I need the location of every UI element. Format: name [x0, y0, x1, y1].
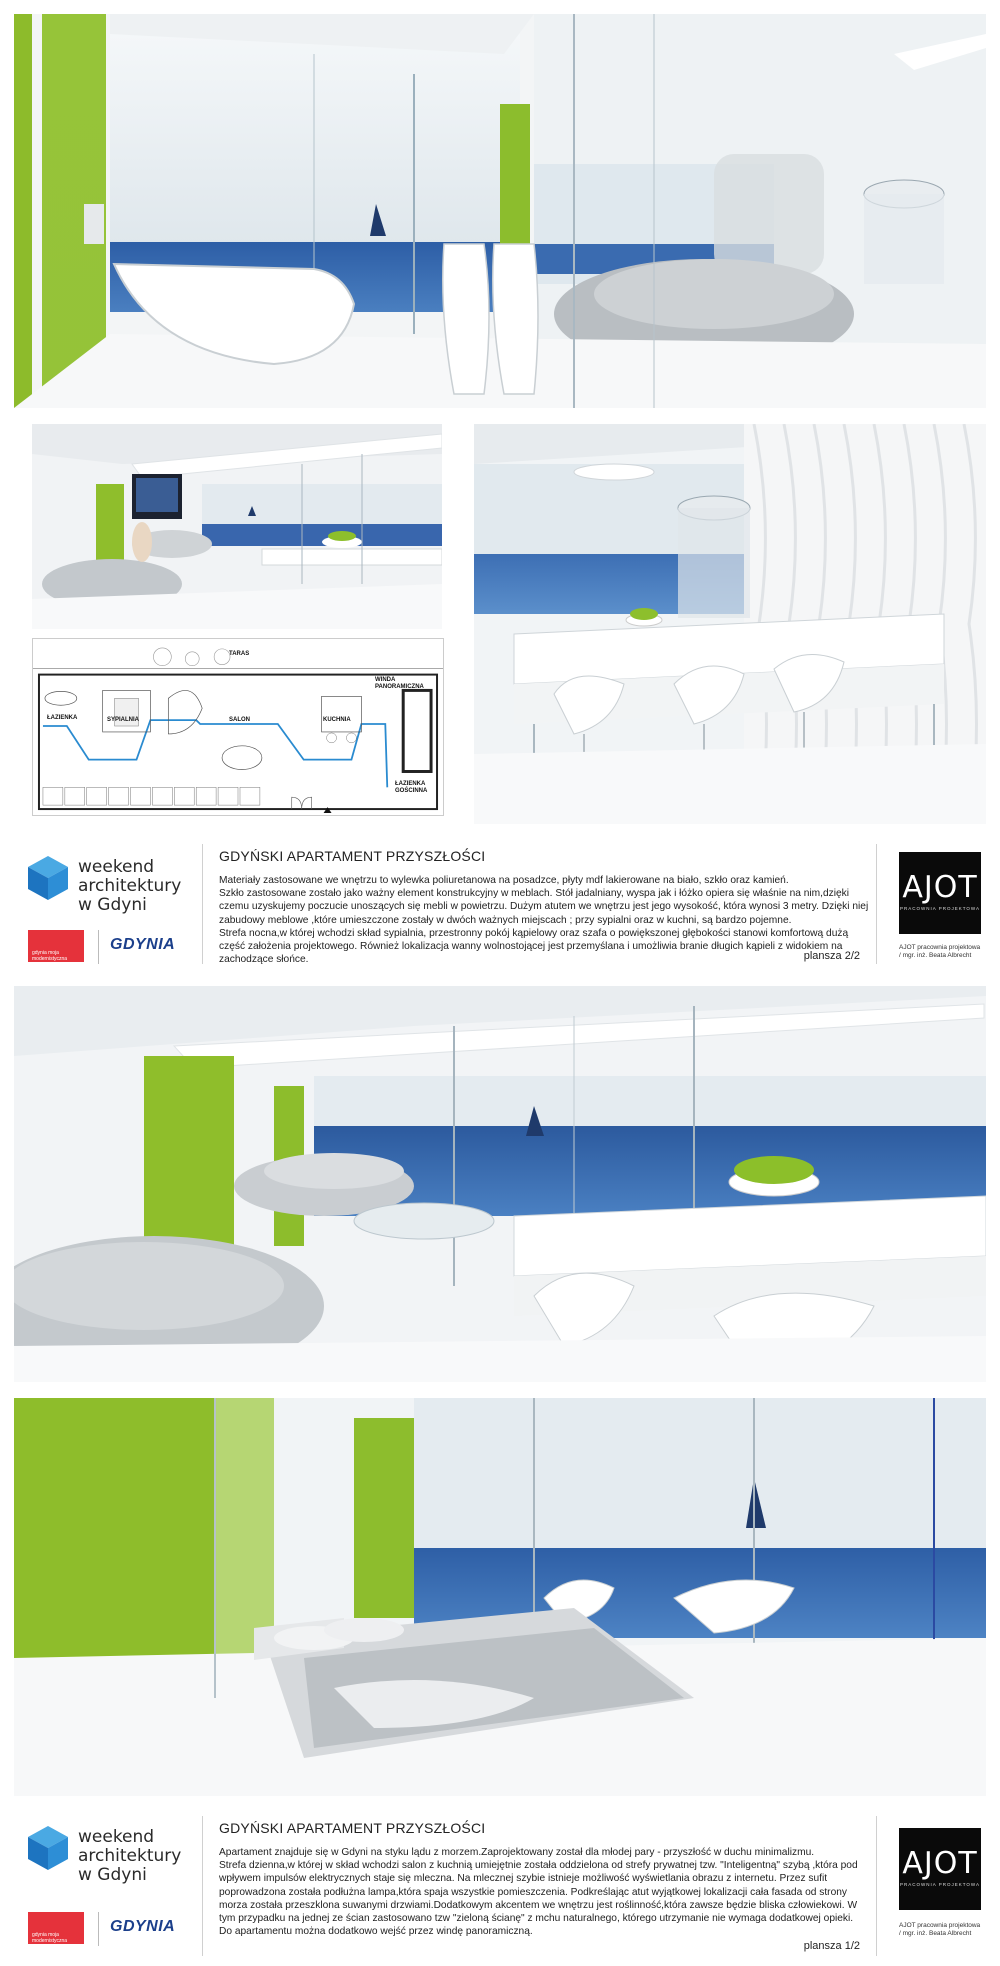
- gdynia-logo: GDYNIA: [110, 936, 176, 953]
- wa-text: [78, 858, 181, 915]
- wa-line2: architektury: [78, 876, 182, 896]
- ajot-area: [876, 844, 1000, 964]
- ajot-caption: AJOT pracownia projektowa / mgr. inż. Beata Albrecht: [899, 944, 981, 959]
- partner-logo: [28, 930, 84, 962]
- ajot-caption: AJOT pracownia projektowa / mgr. inż. Beata Albrecht: [899, 1922, 981, 1937]
- logo-area: [28, 850, 198, 970]
- ajot-sub: PRACOWNIA PROJEKTOWA: [899, 1882, 980, 1887]
- paragraph: Strefa dzienna,w której w skład wchodzi salon z kuchnią umiejętnie została oddzielona od strefy prywatnej tzw. "Inteligentną" szybą ,która pod wpływem impulsów elektrycznych staje się mleczna. Na mlecznej szybie istnieje możliwość wyświetlania obrazu z internetu. Przez sufit poprowadzona została podłużna lampa,która spaja wszystkie pomieszczenia. Podkreślając atut wyjątkowej lokalizacji cała fasada od strony morza została przeszklona suwanymi drzwiami.Dodatkowym akcentem we wnętrzu jest roślinność,która zawsze będzie bliska człowiekowi. W tym przypadku na jednej ze ścian zastosowano tzw "zieloną ścianę" z mchu naturalnego, którego utrzymanie nie wymaga dodatkowej opieki.: [219, 1860, 858, 1925]
- render-dining: [474, 424, 986, 824]
- paragraph: Do apartamentu można dodatkowo wejść przez windę panoramiczną.: [219, 1926, 533, 1938]
- render-bedroom: [14, 1398, 986, 1796]
- cube-icon: [28, 856, 68, 900]
- partner-logo-text: gdynia moja modernistyczna: [32, 950, 68, 962]
- paragraph: Apartament znajduje się w Gdyni na styku lądu z morzem.Zaprojektowany został dla młodej pary - przyszłość w duchu minimalizmu.: [219, 1847, 815, 1858]
- wa-line1: weekend: [78, 857, 155, 877]
- wa-line1: weekend: [78, 1827, 155, 1847]
- render-bathroom: [14, 14, 986, 408]
- ajot-logo: [899, 1828, 981, 1910]
- description: [219, 1846, 874, 1938]
- plan-label-taras: TARAS: [229, 651, 250, 657]
- sheet-number: plansza 1/2: [803, 1940, 860, 1952]
- logo-area: [28, 1820, 198, 1950]
- plan-label-kuchnia: KUCHNIA: [323, 717, 351, 723]
- wa-line3: w Gdyni: [78, 1865, 147, 1885]
- render-living-small: [32, 424, 442, 629]
- paragraph: Szkło zastosowane zostało jako ważny element konstrukcyjny w meblach. Stół jadalniany, wyspa jak i łóżko opiera się właśnie na nim,dzięki czemu uzyskujemy poczucie unoszących się mebli w powietrzu. Dużym atutem we wnętrzu jest jego wysokość, która wynosi 3 metry. Dzięki niej zabudowy meblowe ,które umieszczone zostały w dwóch ważnych miejscach ; przy sypialni oraz w kuchni, są bardzo pojemne.: [219, 888, 869, 926]
- info-band-sheet2: [14, 836, 986, 968]
- paragraph: Materiały zastosowane we wnętrzu to wylewka poliuretanowa na posadzce, płyty mdf lakierowane na biało, szkło oraz kamień.: [219, 875, 789, 886]
- render-living-large: [14, 986, 986, 1382]
- info-text-sheet2: [202, 844, 874, 964]
- plan-label-winda: WINDA PANORAMICZNA: [375, 677, 424, 690]
- info-text-sheet1: [202, 1816, 874, 1956]
- weekend-architektury-logo: [28, 1820, 198, 1890]
- weekend-architektury-logo: [28, 850, 198, 920]
- partner-row: [28, 930, 198, 966]
- description: [219, 874, 874, 966]
- floor-plan: [32, 638, 444, 816]
- wa-line2: architektury: [78, 1846, 182, 1866]
- partner-logo-text: gdynia moja modernistyczna: [32, 1932, 68, 1944]
- ajot-word: AJOT: [902, 870, 978, 905]
- page-title: GDYŃSKI APARTAMENT PRZYSZŁOŚCI: [219, 1820, 486, 1836]
- ajot-logo: [899, 852, 981, 934]
- gdynia-logo: GDYNIA: [110, 1918, 176, 1935]
- page-title: GDYŃSKI APARTAMENT PRZYSZŁOŚCI: [219, 848, 486, 864]
- paragraph: Strefa nocna,w której wchodzi skład sypialnia, przestronny pokój kąpielowy oraz szafa o powiększonej głębokości stanowi komfortową dużą część założenia projektowego. Również lokalizacja wanny wolnostojącej jest przemyślana i umożliwia branie długich kąpieli z widokiem na zachodzące słońce.: [219, 927, 849, 966]
- partner-logo: [28, 1912, 84, 1944]
- partner-row: [28, 1912, 198, 1948]
- wa-line3: w Gdyni: [78, 895, 147, 915]
- plan-label-lazienka-goscinna: ŁAZIENKA GOŚCINNA: [395, 781, 428, 794]
- wa-text: [78, 1828, 181, 1885]
- ajot-sub: PRACOWNIA PROJEKTOWA: [899, 906, 980, 911]
- plan-label-lazienka: ŁAZIENKA: [47, 715, 78, 721]
- plan-label-sypialnia: SYPIALNIA: [107, 717, 140, 723]
- sheet-number: plansza 2/2: [803, 950, 860, 962]
- plan-label-salon: SALON: [229, 717, 250, 723]
- ajot-area: [876, 1816, 1000, 1956]
- info-band-sheet1: [14, 1810, 986, 1960]
- cube-icon: [28, 1826, 68, 1870]
- ajot-word: AJOT: [902, 1846, 978, 1881]
